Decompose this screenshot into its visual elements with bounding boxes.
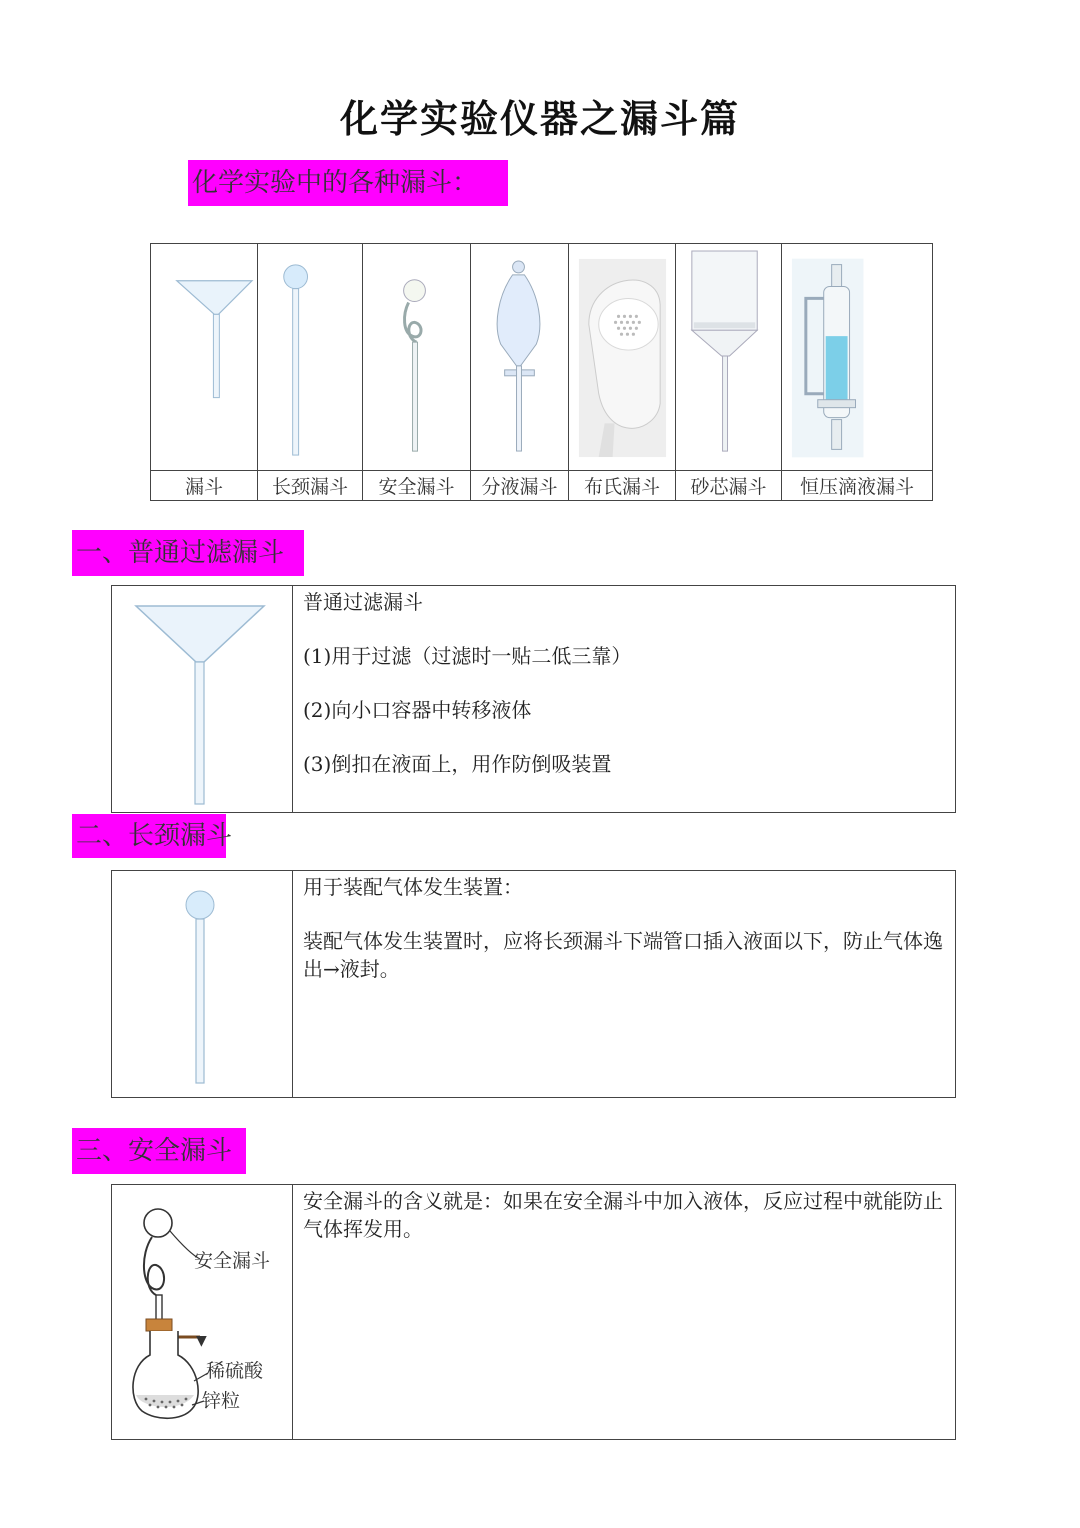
section-line: (3)倒扣在液面上，用作防倒吸装置 — [303, 752, 612, 776]
overview-cell-buchner — [569, 244, 676, 471]
svg-text:▼: ▼ — [196, 1333, 207, 1349]
overview-cell-long-neck — [258, 244, 363, 471]
funnel-image — [151, 244, 257, 470]
diagram-label-dilute-sulfuric-acid: 稀硫酸 — [206, 1360, 264, 1382]
overview-label: 长颈漏斗 — [258, 471, 363, 501]
section-image-cell — [112, 586, 293, 812]
section-text — [293, 1185, 955, 1439]
long-neck-funnel-image — [112, 871, 291, 1097]
diagram-label-safety-funnel: 安全漏斗 — [194, 1250, 271, 1272]
overview-label: 漏斗 — [151, 471, 258, 501]
overview-cell-separatory — [471, 244, 569, 471]
section-image-cell — [112, 1185, 293, 1439]
section-box-ordinary-funnel — [111, 585, 956, 813]
sintered-funnel-image — [676, 244, 781, 470]
overview-label: 布氏漏斗 — [569, 471, 676, 501]
section-line: 用于装配气体发生装置： — [303, 875, 523, 899]
safety-funnel-image — [363, 244, 470, 470]
section-image-cell — [112, 871, 293, 1097]
section-box-long-neck-funnel — [111, 870, 956, 1098]
long-neck-funnel-image — [258, 244, 362, 470]
funnel-overview-table — [150, 243, 933, 501]
page-title: 化学实验仪器之漏斗篇 — [339, 97, 740, 141]
separatory-funnel-image — [471, 244, 568, 470]
safety-funnel-apparatus-diagram — [112, 1185, 291, 1439]
diagram-label-zinc-granules: 锌粒 — [202, 1390, 241, 1412]
funnel-image — [112, 586, 291, 812]
overview-cell-funnel — [151, 244, 258, 471]
overview-cell-safety — [363, 244, 471, 471]
section-line: (2)向小口容器中转移液体 — [303, 698, 532, 722]
overview-label: 安全漏斗 — [363, 471, 471, 501]
section-line: (1)用于过滤（过滤时一贴二低三靠） — [303, 644, 632, 668]
buchner-funnel-image — [569, 244, 675, 470]
section-line: 装配气体发生装置时，应将长颈漏斗下端管口插入液面以下，防止气体逸出→液封。 — [303, 929, 943, 981]
section-box-safety-funnel — [111, 1184, 956, 1440]
section-text — [293, 586, 955, 812]
overview-label: 砂芯漏斗 — [676, 471, 782, 501]
section-text — [293, 871, 955, 1097]
pressure-equalizing-funnel-image — [782, 244, 932, 470]
section-line: 普通过滤漏斗 — [303, 590, 423, 614]
section-heading-safety-funnel: 三、安全漏斗 — [72, 1128, 246, 1174]
section-heading-ordinary-funnel: 一、普通过滤漏斗 — [72, 530, 304, 576]
overview-cell-pressure-equalizing — [782, 244, 933, 471]
section-heading-long-neck-funnel: 二、长颈漏斗 — [72, 814, 226, 858]
section-line: 安全漏斗的含义就是：如果在安全漏斗中加入液体，反应过程中就能防止气体挥发用。 — [303, 1189, 943, 1241]
overview-cell-sintered — [676, 244, 782, 471]
overview-label: 分液漏斗 — [471, 471, 569, 501]
intro-heading: 化学实验中的各种漏斗： — [188, 160, 508, 206]
overview-label: 恒压滴液漏斗 — [782, 471, 933, 501]
